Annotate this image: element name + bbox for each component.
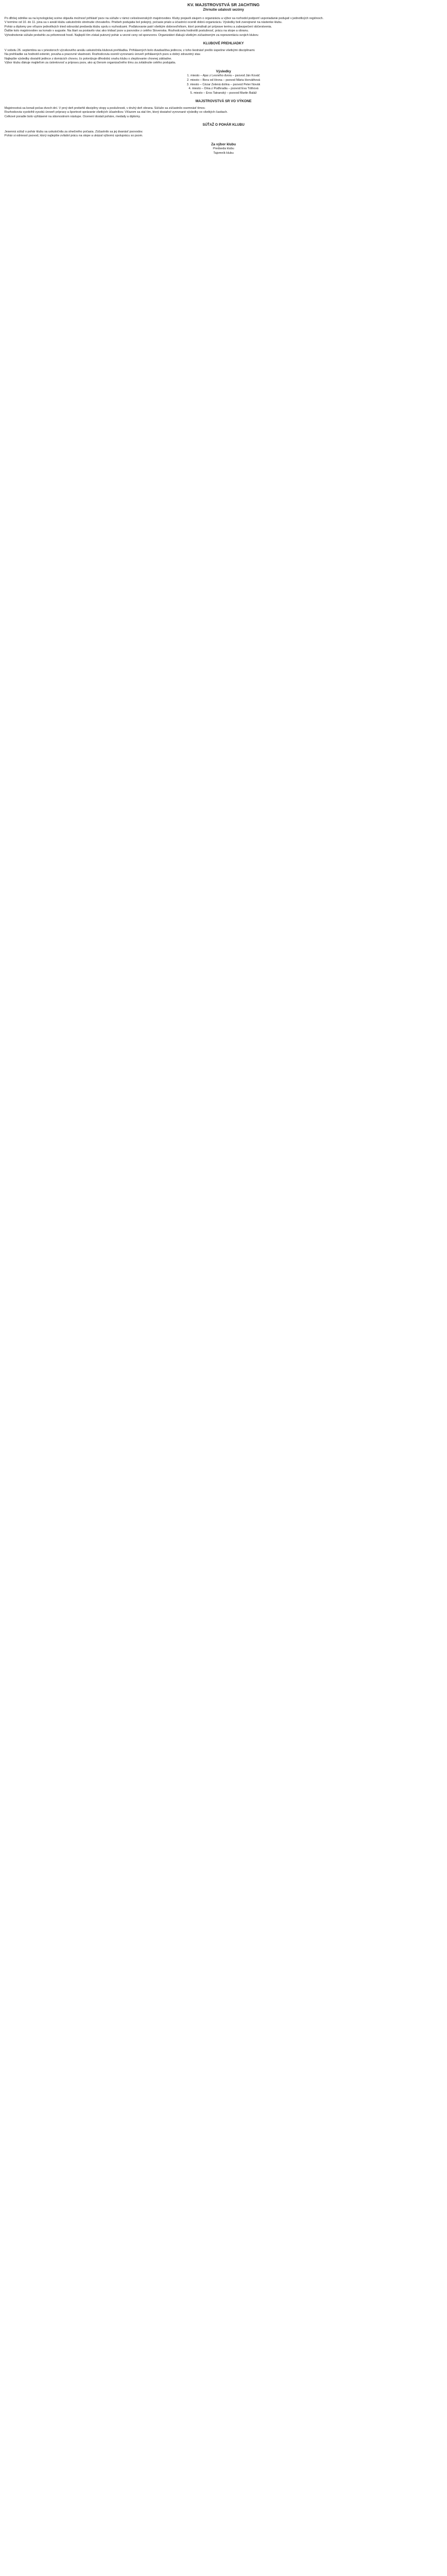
section-paragraph: Na prehliadke sa hodnotil exteriér, povaha a pracovné vlastnosti. Rozhodcovia ocenili vyrovnanú úroveň prihlásených psov a dobrý zdravotný stav. [4, 53, 201, 57]
intro-paragraph: Pohár a diplomy pre víťazov jednotlivých tried odovzdal predseda klubu spolu s rozhodcami. Poďakovanie patrí všetkým dobrovoľníkom, ktorí pomáhali pri príprave terénu a zabezpečení občerstvenia. [4, 25, 272, 29]
footer-line: Tajomník klubu [213, 151, 234, 155]
results-line: 1. miesto – Ajax z Lesného dvora – psovod Ján Kováč [187, 74, 260, 78]
intro-paragraph: Vyhodnotenie súťaže prebehlo za prítomnosti hostí. Najlepší tím získal putovný pohár a vecné ceny od sponzorov. Organizátori ďakujú všetkým zúčastneným za reprezentáciu svojich klubov. [4, 33, 259, 37]
results-line: 3. miesto – Cézar Zelená dolina – psovod Peter Novák [186, 82, 261, 86]
intro-paragraph: Ďalšie kolo majstrovstiev sa konalo v auguste. Na štart sa postavilo viac ako tridsať psov a psovodov z celého Slovenska. Rozhodcovia hodnotili poslušnosť, prácu na stope a obranu. [4, 29, 249, 33]
section-paragraph: Najlepšie výsledky dosiahli jedince z domácich chovov, čo potvrdzuje dlhodobú snahu klubu o zlepšovanie chovnej základne. [4, 57, 172, 61]
section-paragraph: Výbor klubu ďakuje majiteľom za ústretovosť a prípravu psov, ako aj členom organizačného tímu za zvládnutie celého podujatia. [4, 61, 176, 65]
results-line: 4. miesto – Dina z Podhradia – psovod Eva Tóthová [188, 87, 259, 91]
document-subtitle: Zhrnutie udalostí sezóny [203, 8, 244, 12]
section-heading: MAJSTROVSTVÁ SR VO VÝKONE [195, 99, 252, 104]
footer-heading: Za výbor klubu [211, 142, 236, 146]
intro-paragraph: Po dlhšej odmlke sa na kynologickej scéne objavila možnosť prihlásiť psov na súťaže v rámci celoslovenských majstrovstiev. Kluby prejavili záujem o organizáciu a výbor sa rozhodol podporiť usporiadanie podujatí v jednotlivých regiónoch. [4, 16, 324, 20]
section-paragraph: Majstrovstvá sa konali počas dvoch dní. V prvý deň prebehli disciplíny stopy a poslušnosti, v druhý deň obrana. Súťaže sa zúčastnilo osemnásť tímov. [4, 106, 206, 110]
section-paragraph: Celkové poradie bolo vyhlásené na slávnostnom nástupe. Ocenení dostali poháre, medaily a diplomy. [4, 114, 141, 118]
section-paragraph: Pohár si odniesol psovod, ktorý najlepšie zvládol prácu na stope a ukázal výbornú spoluprácu so psom. [4, 134, 143, 138]
section-heading: KLUBOVÉ PREHLIADKY [203, 42, 244, 46]
intro-paragraph: V termíne od 10. do 11. júna sa v areáli klubu uskutočnilo stretnutie chovateľov. Priebeh podujatia bol pokojný, počasie prialo a účastníci ocenili dobrú organizáciu. Výsledky boli zverejnené na nástenke klubu. [4, 21, 282, 25]
results-line: 5. miesto – Eros Tatranský – psovod Martin Baláž [190, 91, 257, 95]
document-title: KV. MAJSTROVSTVÁ SR JACHTING [187, 2, 260, 7]
results-line: 2. miesto – Bora od Hrona – psovod Mária Horváthová [186, 78, 261, 82]
section-paragraph: Jesenná súťaž o pohár klubu sa uskutočnila za slnečného počasia. Zúčastnilo sa jej dvanásť psovodov. [4, 130, 143, 134]
footer-line: Predseda klubu [213, 147, 234, 151]
section-paragraph: Rozhodcovia vyzdvihli vysokú úroveň prípravy a športové správanie všetkých účastníkov. Víťazom sa stal tím, ktorý dosiahol vyrovnané výsledky vo všetkých častiach. [4, 111, 228, 114]
results-heading: Výsledky [216, 69, 231, 74]
section-heading: SÚŤAŽ O POHÁR KLUBU [202, 123, 245, 127]
section-paragraph: V sobotu 26. septembra sa v priestoroch výcvikového areálu uskutočnila klubová prehliadka. Prihlásených bolo dvadsaťdva jedincov, z toho šestnásť prešlo úspešne všetkými disciplínami. [4, 48, 256, 52]
